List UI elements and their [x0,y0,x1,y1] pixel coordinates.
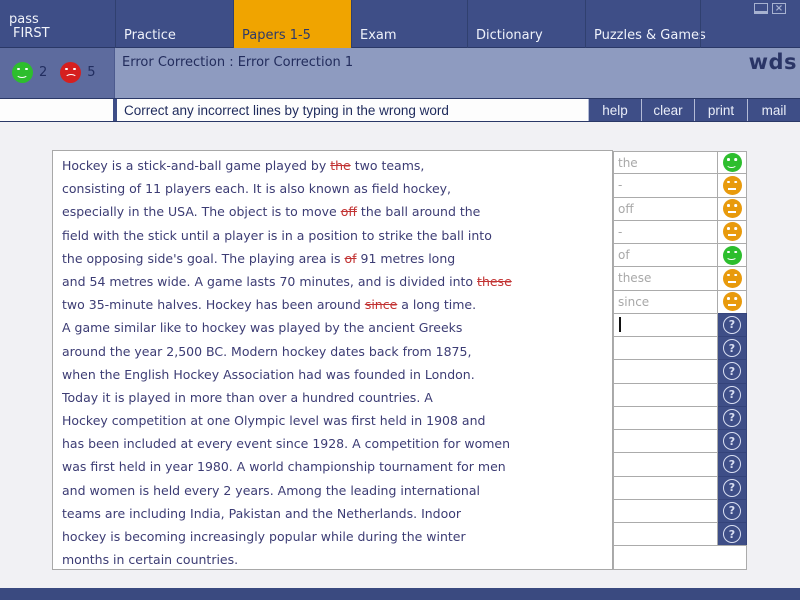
hint-button[interactable] [718,476,747,500]
answer-row [613,337,747,360]
answer-row [613,198,747,221]
answer-input[interactable]: these [613,266,718,290]
answer-input[interactable] [613,406,718,430]
hint-button[interactable] [718,336,747,360]
answer-input[interactable] [613,476,718,500]
answer-row [613,291,747,314]
passage-panel [52,150,613,570]
clear-button[interactable]: clear [641,99,694,121]
answer-input[interactable] [613,522,718,546]
struck-word: of [344,250,357,266]
answer-status [718,173,747,197]
answer-input[interactable] [613,499,718,523]
answer-input[interactable]: since [613,290,718,314]
logo-line-first: FIRST [13,26,50,41]
question-mark-icon: ? [723,479,741,497]
answer-input[interactable] [613,429,718,453]
passage-line: Hockey competition at one Olympic level was first held in 1908 and [62,413,486,429]
mail-button[interactable]: mail [747,99,800,121]
passage-line: Hockey is a stick-and-ball game played by the two teams, [62,158,425,173]
top-nav-bar [0,0,800,48]
toolbar [0,98,800,122]
answer-row [613,221,747,244]
passage-line: was first held in year 1980. A world championship tournament for men [62,459,506,475]
sad-face-icon [60,62,81,83]
answer-status [718,197,747,221]
answer-input[interactable]: - [613,173,718,197]
answer-input[interactable] [613,359,718,383]
struck-word: these [477,273,512,289]
tab-exam[interactable]: Exam [351,0,467,48]
tab-practice[interactable]: Practice [115,0,233,48]
question-mark-icon: ? [723,339,741,357]
answer-status [718,151,747,174]
answer-row [613,314,747,337]
neutral-face-icon [723,222,742,241]
neutral-face-icon [723,199,742,218]
close-icon[interactable]: × [772,3,786,14]
smiley-face-icon [723,246,742,265]
toolbar-left-box [0,99,113,121]
passage-line: field with the stick until a player is in a position to strike the ball into [62,227,492,243]
hint-button[interactable] [718,522,747,546]
passage-line: teams are including India, Pakistan and the Netherlands. Indoor [62,505,462,521]
bottom-window-edge [0,588,800,600]
answer-row [613,360,747,383]
passage-line: around the year 2,500 BC. Modern hockey dates back from 1875, [62,343,472,359]
answer-row [613,151,747,174]
answer-input[interactable]: of [613,243,718,267]
passage-line: the opposing side's goal. The playing area is of 91 metres long [62,250,456,266]
answer-row [613,384,747,407]
hint-button[interactable] [718,429,747,453]
answer-row [613,430,747,453]
answer-input[interactable] [613,383,718,407]
correct-count: 2 [39,65,48,80]
question-mark-icon: ? [723,362,741,380]
passage-line: two 35-minute halves. Hockey has been around since a long time. [62,297,477,313]
sub-header-bar [0,48,800,98]
help-button[interactable]: help [588,99,641,121]
hint-button[interactable] [718,499,747,523]
minimize-icon[interactable] [754,3,768,14]
passage-line: months in certain countries. [62,552,239,568]
question-mark-icon: ? [723,525,741,543]
neutral-face-icon [723,292,742,311]
answer-column [613,151,747,570]
hint-button[interactable] [718,406,747,430]
print-button[interactable]: print [694,99,747,121]
answer-row [613,500,747,523]
answer-input[interactable] [613,336,718,360]
answer-row [613,267,747,290]
answer-input[interactable]: - [613,220,718,244]
tab-dictionary[interactable]: Dictionary [467,0,585,48]
answer-row [613,174,747,197]
app-logo [9,13,50,41]
hint-button[interactable] [718,313,747,337]
neutral-face-icon [723,269,742,288]
passage-line: and women is held every 2 years. Among the leading international [62,482,480,498]
answer-status [718,243,747,267]
smiley-face-icon [723,153,742,172]
answer-input[interactable] [613,545,747,569]
answer-input[interactable]: the [613,151,718,174]
score-panel [0,48,115,98]
neutral-face-icon [723,176,742,195]
logo-line-pass: pass [9,12,39,27]
hint-button[interactable] [718,452,747,476]
instruction-text: Correct any incorrect lines by typing in the wrong word [117,99,588,121]
hint-button[interactable] [718,359,747,383]
passage-line: consisting of 11 players each. It is also known as field hockey, [62,181,452,197]
passage-line: especially in the USA. The object is to move off the ball around the [62,204,481,220]
answer-row [613,407,747,430]
passage-line: A game similar like to hockey was played by the ancient Greeks [62,320,463,336]
passage-line: Today it is played in more than over a hundred countries. A [62,389,433,405]
question-mark-icon: ? [723,409,741,427]
passage-line: hockey is becoming increasingly popular while during the winter [62,529,466,544]
question-mark-icon: ? [723,432,741,450]
incorrect-count: 5 [87,65,96,80]
answer-row [613,453,747,476]
exercise-title: Error Correction : Error Correction 1 [122,55,354,70]
answer-row [613,523,747,546]
answer-row [613,477,747,500]
answer-input-focused[interactable] [613,313,718,337]
question-mark-icon: ? [723,455,741,473]
answer-status [718,220,747,244]
hint-button[interactable] [718,383,747,407]
wds-logo: wds [748,50,797,74]
tab-papers-1-5[interactable]: Papers 1-5 [233,0,351,48]
answer-input[interactable]: off [613,197,718,221]
question-mark-icon: ? [723,316,741,334]
passage-line: has been included at every event since 1928. A competition for women [62,436,511,452]
answer-input[interactable] [613,452,718,476]
text-caret [619,317,621,332]
main-area [0,122,800,588]
struck-word: off [340,204,357,220]
answer-status [718,290,747,314]
answer-row [613,244,747,267]
tab-puzzles-games[interactable]: Puzzles & Games [585,0,700,48]
struck-word: since [364,297,398,313]
passage-line: and 54 metres wide. A game lasts 70 minutes, and is divided into these [62,273,512,289]
question-mark-icon: ? [723,386,741,404]
answer-status [718,266,747,290]
passage-line: when the English Hockey Association had was founded in London. [62,366,475,382]
struck-word: the [330,158,351,173]
question-mark-icon: ? [723,502,741,520]
answer-row [613,546,747,569]
smiley-face-icon [12,62,33,83]
